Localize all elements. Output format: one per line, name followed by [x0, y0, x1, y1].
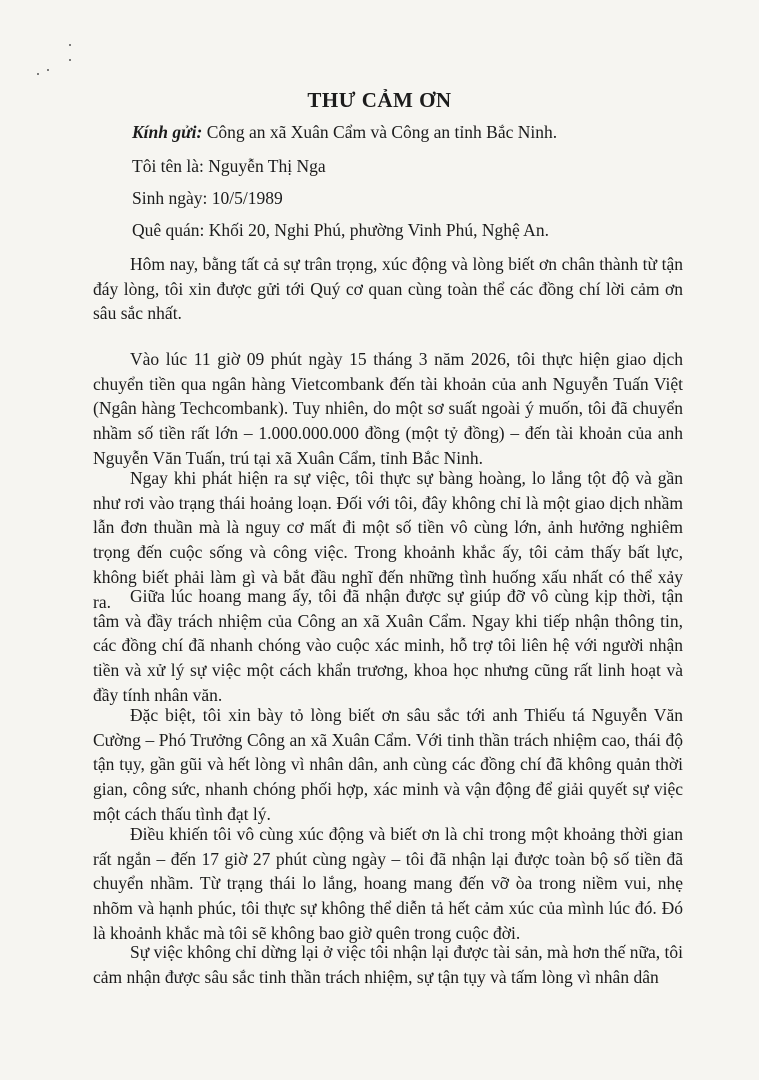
- paragraph: Đặc biệt, tôi xin bày tỏ lòng biết ơn sâu sắc tới anh Thiếu tá Nguyễn Văn Cường – Phó Trưởng Công an xã Xuân Cẩm. Với tinh thần trách nhiệm cao, thái độ tận tụy, gần gũi và hết lòng vì nhân dân, anh cùng các đồng chí đã không quản thời gian, công sức, nhanh chóng phối hợp, xác minh và vận động để giải quyết sự việc một cách thấu tình đạt lý.: [93, 705, 683, 824]
- paragraph: Điều khiến tôi vô cùng xúc động và biết ơn là chỉ trong một khoảng thời gian rất ngắn – đến 17 giờ 27 phút cùng ngày – tôi đã nhận lại được toàn bộ số tiền đã chuyển nhầm. Từ trạng thái lo lắng, hoang mang đến vỡ òa trong niềm vui, nhẹ nhõm và hạnh phúc, tôi thực sự không thể diễn tả hết cảm xúc của mình lúc đó. Đó là khoảnh khắc mà tôi sẽ không bao giờ quên trong cuộc đời.: [93, 824, 683, 943]
- hometown-line: Quê quán: Khối 20, Nghi Phú, phường Vinh Phú, Nghệ An.: [132, 220, 549, 240]
- scan-speck: [37, 73, 39, 75]
- recipient-line: [132, 122, 557, 143]
- scan-speck: [47, 69, 49, 71]
- paragraph: Sự việc không chỉ dừng lại ở việc tôi nhận lại được tài sản, mà hơn thế nữa, tôi cảm nhận được sâu sắc tinh thần trách nhiệm, sự tận tụy và tấm lòng vì nhân dân: [93, 942, 683, 987]
- scan-speck: [69, 44, 71, 46]
- scan-speck: [69, 59, 71, 61]
- paragraph: Giữa lúc hoang mang ấy, tôi đã nhận được sự giúp đỡ vô cùng kịp thời, tận tâm và đầy trách nhiệm của Công an xã Xuân Cẩm. Ngay khi tiếp nhận thông tin, các đồng chí đã nhanh chóng vào cuộc xác minh, hỗ trợ tôi liên hệ với người nhận tiền và xử lý sự việc một cách khẩn trương, khoa học nhưng cũng rất linh hoạt và đầy tính nhân văn.: [93, 586, 683, 705]
- birth-line: Sinh ngày: 10/5/1989: [132, 188, 283, 208]
- paragraph: Hôm nay, bằng tất cả sự trân trọng, xúc động và lòng biết ơn chân thành từ tận đáy lòng, tôi xin được gửi tới Quý cơ quan cùng toàn thể các đồng chí lời cảm ơn sâu sắc nhất.: [93, 254, 683, 324]
- paragraph: Ngay khi phát hiện ra sự việc, tôi thực sự bàng hoàng, lo lắng tột độ và gần như rơi vào trạng thái hoảng loạn. Đối với tôi, đây không chỉ là một giao dịch nhầm lẫn đơn thuần mà là nguy cơ mất đi một số tiền vô cùng lớn, ảnh hưởng nghiêm trọng đến cuộc sống và công việc. Trong khoảnh khắc ấy, tôi cảm thấy bất lực, không biết phải làm gì và bắt đầu nghĩ đến những tình huống xấu nhất có thể xảy ra.: [93, 468, 683, 612]
- letter-title: THƯ CẢM ƠN: [307, 88, 452, 112]
- recipient-label: Kính gửi:: [132, 122, 203, 142]
- paragraph: Vào lúc 11 giờ 09 phút ngày 15 tháng 3 năm 2026, tôi thực hiện giao dịch chuyển tiền qua ngân hàng Vietcombank đến tài khoản của anh Nguyễn Tuấn Việt (Ngân hàng Techcombank). Tuy nhiên, do một sơ suất ngoài ý muốn, tôi đã chuyển nhầm số tiền rất lớn – 1.000.000.000 đồng (một tỷ đồng) – đến tài khoản của anh Nguyễn Văn Tuấn, trú tại xã Xuân Cẩm, tỉnh Bắc Ninh.: [93, 349, 683, 468]
- recipient-text: Công an xã Xuân Cẩm và Công an tỉnh Bắc Ninh.: [206, 122, 558, 142]
- name-line: Tôi tên là: Nguyễn Thị Nga: [132, 156, 326, 176]
